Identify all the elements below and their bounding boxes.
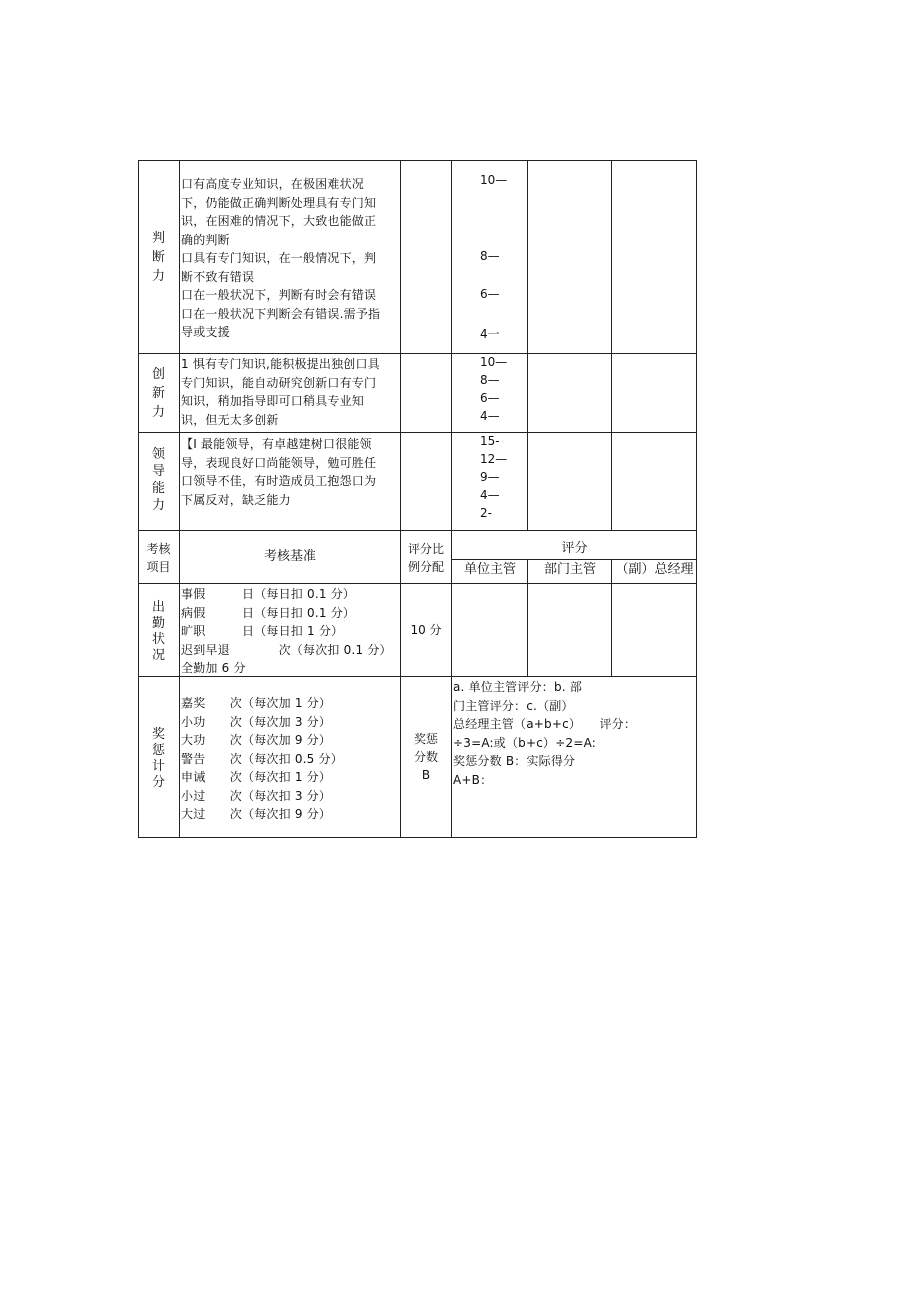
reward-label: 奖 惩 计 分: [151, 727, 165, 790]
header-score: 评分: [561, 541, 588, 556]
innovation-score-8: 8—: [480, 373, 500, 387]
attendance-criteria: 事假 日（每日扣 0.1 分） 病假 日（每日扣 0.1 分） 旷职 日（每日扣 1 分） 迟到早退 次（每次扣 0.1 分） 全勤加 6 分: [181, 587, 392, 675]
header-ratio: 评分比 例分配: [407, 542, 444, 574]
leadership-score-15: 15-: [480, 434, 500, 448]
judgment-score-6: 6—: [480, 287, 500, 301]
leadership-label: 领 导 能 力: [151, 447, 165, 513]
attendance-label: 出 勤 状 况: [151, 600, 165, 663]
leadership-criteria: 【I 最能领导，有卓越建树口很能领 导，表现良好口尚能领导，勉可胜任 口领导不佳，有时造成员工抱怨口为 下属反对，缺乏能力: [181, 437, 377, 507]
header-item: 考核 项目: [146, 542, 171, 574]
reward-criteria: 嘉奖 次（每次加 1 分） 小功 次（每次加 3 分） 大功 次（每次加 9 分） 警告 次（每次扣 0.5 分） 申诫 次（每次扣 1 分） 小过 次（每次扣 3 分） 大过 次（每次扣 9 分）: [181, 696, 343, 821]
reward-ratio: 奖惩 分数 B: [413, 732, 438, 782]
leadership-score-12: 12—: [480, 452, 508, 466]
innovation-score-10: 10—: [480, 355, 508, 369]
judgment-score-8: 8—: [480, 249, 500, 263]
judgment-score-10: 10—: [480, 173, 508, 187]
innovation-criteria: 1 惧有专门知识,能积极提出独创口具 专门知识，能自动研究创新口有专门 知识，稍加指导即可口稍具专业知 识，但无太多创新: [181, 357, 380, 427]
innovation-label: 创 新 力: [151, 367, 165, 420]
header-dept-supervisor: 部门主管: [543, 562, 596, 577]
judgment-criteria: 口有高度专业知识，在极困难状况 下，仍能做正确判断处理具有专门知 识，在困难的情况下，大致也能做正 确的判断 口具有专门知识，在一般情况下，判 断不致有错误 口在一般状况下，判断有时会有错误 口在一般状况下判断会有错误.需予指 导或支援: [181, 177, 381, 339]
leadership-score-4: 4—: [480, 488, 500, 502]
header-gm: （副）总经理: [615, 562, 694, 577]
leadership-score-9: 9—: [480, 470, 500, 484]
innovation-score-4: 4—: [480, 409, 500, 423]
judgment-score-4: 4一: [480, 327, 500, 341]
header-standard: 考核基准: [263, 549, 316, 564]
judgment-label: 判 断 力: [151, 231, 165, 284]
leadership-score-2: 2-: [480, 506, 492, 520]
reward-formula: a. 单位主管评分：b. 部 门主管评分：c.（副） 总经理主管（a+b+c） 评分： ÷3=A:或（b+c）÷2=A: 奖惩分数 B：实际得分 A+B：: [453, 680, 637, 787]
header-unit-supervisor: 单位主管: [463, 562, 516, 577]
attendance-ratio: 10 分: [410, 623, 442, 637]
innovation-score-6: 6—: [480, 391, 500, 405]
